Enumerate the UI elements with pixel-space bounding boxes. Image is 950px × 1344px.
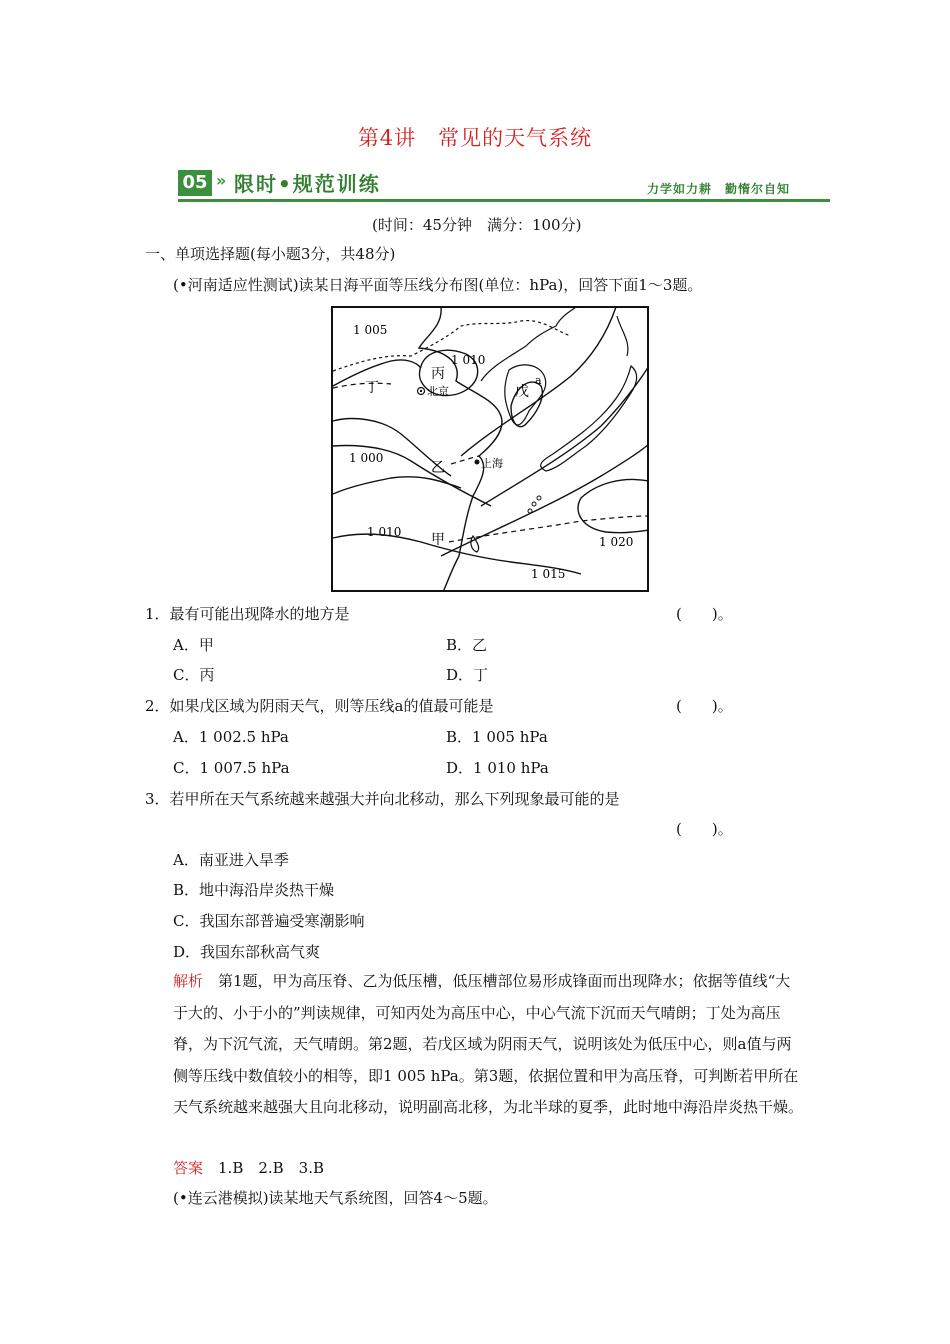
label-isobar-1000: 1 000 xyxy=(349,451,384,465)
answer-blank[interactable]: ( )。 xyxy=(676,697,733,715)
question-intro-2: (•连云港模拟)读某地天气系统图，回答4～5题。 xyxy=(173,1189,498,1207)
answer-label: 答案 xyxy=(173,1159,204,1177)
label-wu: 戊 xyxy=(515,384,529,400)
option-3d: D．我国东部秋高气爽 xyxy=(173,943,321,961)
shanghai-marker xyxy=(475,460,480,465)
label-jia: 甲 xyxy=(431,532,445,548)
label-bing: 丙 xyxy=(431,366,445,382)
label-isobar-1020: 1 020 xyxy=(599,535,634,549)
question-stem: 最有可能出现降水的地方是 xyxy=(169,605,350,623)
option-1c: C．丙 xyxy=(173,666,215,684)
isobar-map xyxy=(331,306,649,592)
option-2b: B．1 005 hPa xyxy=(446,728,548,746)
label-isobar-1005: 1 005 xyxy=(353,323,388,337)
analysis-label: 解析 xyxy=(173,972,204,990)
label-yi: 乙 xyxy=(431,460,445,476)
option-3b: B．地中海沿岸炎热干燥 xyxy=(173,881,335,899)
label-ding: 丁 xyxy=(365,380,379,396)
banner-title: 限时•规范训练 xyxy=(234,172,381,196)
answer-blank[interactable]: ( )。 xyxy=(676,820,733,838)
label-isobar-1010-south: 1 010 xyxy=(367,525,402,539)
banner-number: 05 xyxy=(178,170,212,196)
answer-text: 1.B 2.B 3.B xyxy=(203,1159,325,1177)
option-1d: D．丁 xyxy=(446,666,489,684)
question-stem: 如果戊区域为阴雨天气，则等压线a的值最可能是 xyxy=(169,697,494,715)
question-1 xyxy=(145,603,350,624)
section-heading: 一、单项选择题(每小题3分，共48分) xyxy=(145,245,396,263)
question-intro-1: (•河南适应性测试)读某日海平面等压线分布图(单位：hPa)，回答下面1～3题。 xyxy=(173,276,703,294)
option-1b: B．乙 xyxy=(446,636,488,654)
banner-arrow: » xyxy=(216,171,227,190)
option-2d: D．1 010 hPa xyxy=(446,759,549,777)
question-2 xyxy=(145,695,494,716)
option-3a: A．南亚进入旱季 xyxy=(173,851,289,869)
section-banner xyxy=(178,166,830,204)
option-3c: C．我国东部普遍受寒潮影响 xyxy=(173,912,365,930)
analysis-text: 第1题，甲为高压脊、乙为低压槽，低压槽部位易形成锋面而出现降水；依据等值线“大于大的、小于小的”判读规律，可知丙处为高压中心，中心气流下沉而天气晴朗；丁处为高压脊，为下沉气流，天气晴朗。第2题，若戊区域为阴雨天气，说明该处为低压中心，则a值与两侧等压线中数值较小的相等，即1 005 hPa。第3题，依据位置和甲为高压脊，可判断若甲所在天气系统越来越强大且向北移动，说明副高北移，为北半球的夏季，此时地中海沿岸炎热干燥。 xyxy=(173,972,804,1116)
banner-rule xyxy=(178,199,830,202)
question-3 xyxy=(145,788,620,809)
beijing-marker-center xyxy=(420,390,422,392)
label-isobar-1010-north: 1 010 xyxy=(451,353,486,367)
page-title: 第4讲 常见的天气系统 xyxy=(357,126,593,150)
time-info: (时间：45分钟 满分：100分) xyxy=(372,216,582,234)
option-1a: A．甲 xyxy=(173,636,214,654)
question-number: 2． xyxy=(145,697,170,715)
analysis-paragraph xyxy=(173,966,805,1124)
question-number: 1． xyxy=(145,605,170,623)
question-stem: 若甲所在天气系统越来越强大并向北移动，那么下列现象最可能的是 xyxy=(169,790,620,808)
question-number: 3． xyxy=(145,790,170,808)
label-beijing: 北京 xyxy=(427,385,449,398)
label-isobar-1015: 1 015 xyxy=(531,567,566,581)
label-a: a xyxy=(535,374,542,387)
option-2c: C．1 007.5 hPa xyxy=(173,759,290,777)
answer-line xyxy=(173,1157,324,1178)
banner-motto: 力学如力耕 勤惰尔自知 xyxy=(646,182,790,196)
label-shanghai: 上海 xyxy=(481,457,503,470)
option-2a: A．1 002.5 hPa xyxy=(173,728,289,746)
answer-blank[interactable]: ( )。 xyxy=(676,605,733,623)
